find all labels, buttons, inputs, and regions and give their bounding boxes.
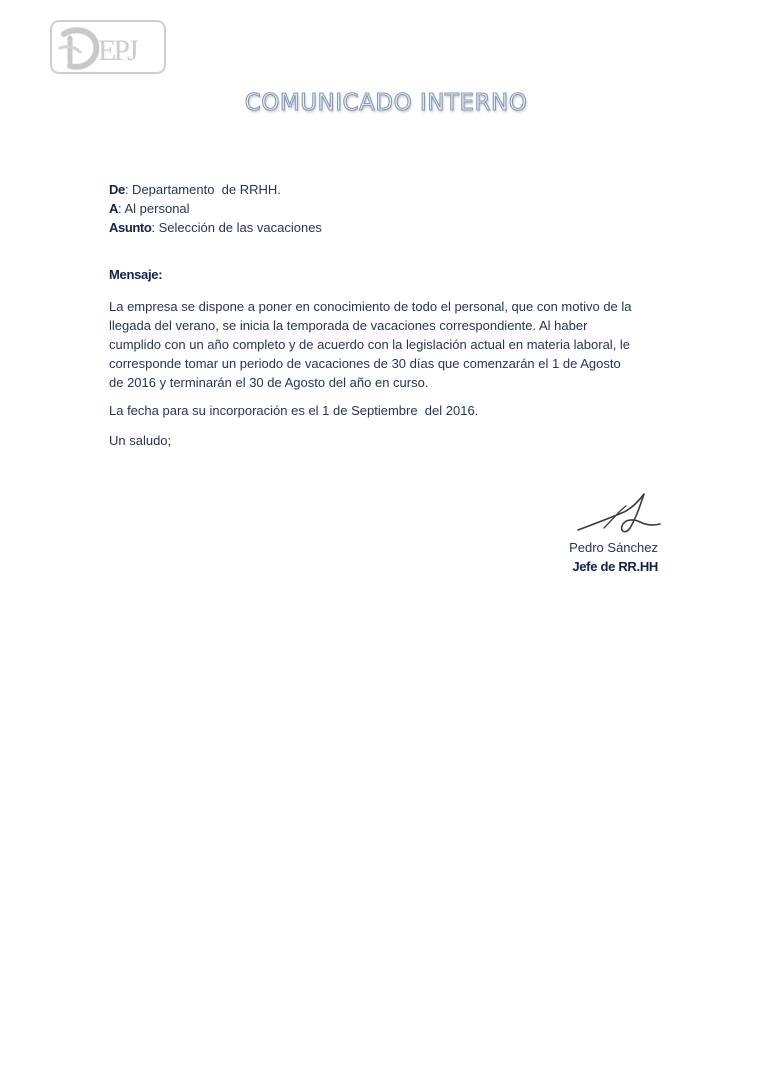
signatory-name: Pedro Sánchez bbox=[569, 540, 658, 555]
document-title-text: COMUNICADO INTERNO bbox=[244, 90, 528, 116]
to-label: A bbox=[109, 201, 118, 216]
from-value: : Departamento de RRHH. bbox=[124, 182, 281, 197]
paragraph-line: cumplido con un año completo y de acuerdo con la legislación actual en materia laboral, le bbox=[109, 337, 631, 352]
message-paragraph-2: La fecha para su incorporación es el 1 de Septiembre del 2016. bbox=[109, 403, 479, 418]
memo-header bbox=[109, 180, 322, 237]
logo-text: EPJ bbox=[98, 34, 136, 67]
subject-value: : Selección de las vacaciones bbox=[151, 220, 322, 235]
paragraph-line: de 2016 y terminarán el 30 de Agosto del año en curso. bbox=[109, 375, 429, 390]
message-paragraph-1 bbox=[109, 297, 669, 392]
to-value: : Al personal bbox=[118, 201, 190, 216]
to-row bbox=[109, 199, 322, 218]
closing-text: Un saludo; bbox=[109, 433, 172, 448]
subject-row bbox=[109, 218, 322, 237]
paragraph-line: La empresa se dispone a poner en conocimiento de todo el personal, que con motivo de la bbox=[109, 299, 632, 314]
message-label: Mensaje: bbox=[109, 267, 163, 282]
paragraph-line: llegada del verano, se inicia la temporada de vacaciones correspondiente. Al haber bbox=[109, 318, 588, 333]
from-label: De bbox=[109, 182, 125, 197]
handwritten-signature-icon bbox=[574, 488, 664, 538]
paragraph-line: corresponde tomar un periodo de vacaciones de 30 días que comenzarán el 1 de Agosto bbox=[109, 356, 621, 371]
company-logo bbox=[50, 20, 166, 74]
signatory-role: Jefe de RR.HH bbox=[572, 559, 658, 574]
subject-label: Asunto bbox=[109, 220, 152, 235]
from-row bbox=[109, 180, 322, 199]
document-title bbox=[0, 90, 768, 116]
